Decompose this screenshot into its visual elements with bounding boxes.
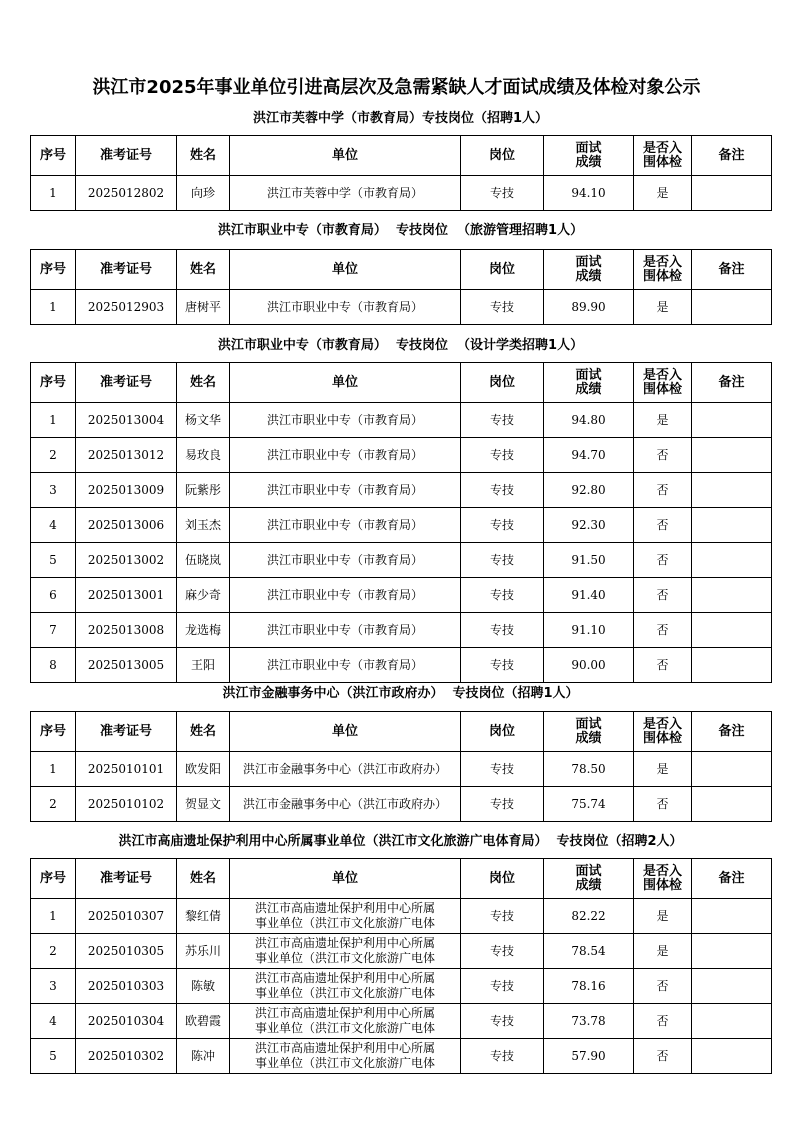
cell-exam-no: 2025013004 bbox=[76, 403, 177, 438]
header-score-line1: 面试 bbox=[575, 367, 602, 383]
cell-seq: 3 bbox=[31, 969, 76, 1004]
cell-score: 91.50 bbox=[544, 543, 634, 578]
cell-name: 黎红倩 bbox=[177, 899, 230, 934]
cell-exam-no: 2025013012 bbox=[76, 438, 177, 473]
cell-name: 王阳 bbox=[177, 648, 230, 683]
header-selected-line2: 围体检 bbox=[642, 154, 682, 170]
cell-name: 苏乐川 bbox=[177, 934, 230, 969]
cell-score: 92.80 bbox=[544, 473, 634, 508]
header-selected-line1: 是否入 bbox=[642, 367, 682, 383]
cell-score: 78.54 bbox=[544, 934, 634, 969]
cell-score: 78.50 bbox=[544, 752, 634, 787]
header-name: 姓名 bbox=[177, 712, 230, 752]
table-row bbox=[31, 473, 772, 508]
cell-score: 75.74 bbox=[544, 787, 634, 822]
header-post: 岗位 bbox=[461, 363, 544, 403]
cell-seq: 5 bbox=[31, 1039, 76, 1074]
table-row bbox=[31, 290, 772, 325]
cell-unit-line1: 洪江市高庙遗址保护利用中心所属 bbox=[254, 971, 435, 985]
cell-score: 57.90 bbox=[544, 1039, 634, 1074]
cell-seq: 3 bbox=[31, 473, 76, 508]
cell-post: 专技 bbox=[461, 648, 544, 683]
header-selected bbox=[634, 136, 692, 176]
cell-unit: 洪江市职业中专（市教育局） bbox=[230, 403, 461, 438]
cell-selected: 是 bbox=[634, 899, 692, 934]
cell-name: 麻少奇 bbox=[177, 578, 230, 613]
cell-name: 欧碧霞 bbox=[177, 1004, 230, 1039]
table-row bbox=[31, 1039, 772, 1074]
cell-name: 易玫良 bbox=[177, 438, 230, 473]
header-score bbox=[544, 363, 634, 403]
header-remark: 备注 bbox=[692, 712, 772, 752]
table-header-row bbox=[31, 363, 772, 403]
cell-seq: 1 bbox=[31, 176, 76, 211]
cell-remark bbox=[692, 969, 772, 1004]
header-selected-line2: 围体检 bbox=[642, 268, 682, 284]
table-header-row bbox=[31, 250, 772, 290]
cell-selected: 是 bbox=[634, 290, 692, 325]
cell-post: 专技 bbox=[461, 934, 544, 969]
cell-unit-line1: 洪江市高庙遗址保护利用中心所属 bbox=[254, 1006, 435, 1020]
cell-selected: 否 bbox=[634, 438, 692, 473]
cell-name: 向珍 bbox=[177, 176, 230, 211]
table-row bbox=[31, 787, 772, 822]
cell-selected: 是 bbox=[634, 176, 692, 211]
results-table bbox=[30, 362, 772, 683]
cell-exam-no: 2025010303 bbox=[76, 969, 177, 1004]
cell-exam-no: 2025010304 bbox=[76, 1004, 177, 1039]
cell-score: 82.22 bbox=[544, 899, 634, 934]
cell-unit bbox=[230, 899, 461, 934]
header-name: 姓名 bbox=[177, 136, 230, 176]
header-exam-no: 准考证号 bbox=[76, 136, 177, 176]
cell-seq: 1 bbox=[31, 899, 76, 934]
header-seq: 序号 bbox=[31, 363, 76, 403]
cell-score: 90.00 bbox=[544, 648, 634, 683]
header-selected-line2: 围体检 bbox=[642, 877, 682, 893]
cell-unit-line2: 事业单位（洪江市文化旅游广电体 bbox=[254, 1056, 435, 1070]
cell-seq: 8 bbox=[31, 648, 76, 683]
table-row bbox=[31, 648, 772, 683]
cell-selected: 否 bbox=[634, 543, 692, 578]
cell-post: 专技 bbox=[461, 1039, 544, 1074]
header-remark: 备注 bbox=[692, 250, 772, 290]
cell-unit-line2: 事业单位（洪江市文化旅游广电体 bbox=[254, 986, 435, 1000]
cell-seq: 1 bbox=[31, 403, 76, 438]
cell-seq: 1 bbox=[31, 752, 76, 787]
results-table bbox=[30, 249, 772, 325]
header-score-line1: 面试 bbox=[575, 863, 602, 879]
cell-remark bbox=[692, 578, 772, 613]
cell-remark bbox=[692, 899, 772, 934]
cell-unit-line2: 事业单位（洪江市文化旅游广电体 bbox=[254, 1021, 435, 1035]
header-unit: 单位 bbox=[230, 712, 461, 752]
cell-post: 专技 bbox=[461, 969, 544, 1004]
header-score-line1: 面试 bbox=[575, 254, 602, 270]
section-title: 洪江市金融事务中心（洪江市政府办） 专技岗位（招聘1人） bbox=[222, 686, 579, 701]
cell-score: 73.78 bbox=[544, 1004, 634, 1039]
cell-exam-no: 2025012802 bbox=[76, 176, 177, 211]
cell-remark bbox=[692, 613, 772, 648]
header-exam-no: 准考证号 bbox=[76, 859, 177, 899]
cell-exam-no: 2025013009 bbox=[76, 473, 177, 508]
cell-unit: 洪江市职业中专（市教育局） bbox=[230, 578, 461, 613]
cell-unit: 洪江市金融事务中心（洪江市政府办） bbox=[230, 752, 461, 787]
cell-selected: 否 bbox=[634, 578, 692, 613]
cell-post: 专技 bbox=[461, 508, 544, 543]
cell-exam-no: 2025010302 bbox=[76, 1039, 177, 1074]
cell-post: 专技 bbox=[461, 752, 544, 787]
cell-name: 贺显文 bbox=[177, 787, 230, 822]
header-score-line2: 成绩 bbox=[575, 730, 602, 746]
header-selected bbox=[634, 859, 692, 899]
cell-exam-no: 2025012903 bbox=[76, 290, 177, 325]
table-row bbox=[31, 613, 772, 648]
cell-unit: 洪江市职业中专（市教育局） bbox=[230, 290, 461, 325]
header-score bbox=[544, 712, 634, 752]
header-selected bbox=[634, 363, 692, 403]
header-score bbox=[544, 136, 634, 176]
header-selected bbox=[634, 250, 692, 290]
header-unit: 单位 bbox=[230, 363, 461, 403]
header-selected bbox=[634, 712, 692, 752]
cell-score: 94.10 bbox=[544, 176, 634, 211]
cell-remark bbox=[692, 787, 772, 822]
cell-seq: 2 bbox=[31, 438, 76, 473]
header-selected-line1: 是否入 bbox=[642, 716, 682, 732]
table-row bbox=[31, 969, 772, 1004]
cell-selected: 否 bbox=[634, 613, 692, 648]
cell-score: 89.90 bbox=[544, 290, 634, 325]
cell-unit bbox=[230, 1004, 461, 1039]
cell-unit-line1: 洪江市高庙遗址保护利用中心所属 bbox=[254, 1041, 435, 1055]
table-row bbox=[31, 1004, 772, 1039]
cell-exam-no: 2025010102 bbox=[76, 787, 177, 822]
table-header-row bbox=[31, 712, 772, 752]
header-post: 岗位 bbox=[461, 859, 544, 899]
cell-remark bbox=[692, 1039, 772, 1074]
cell-post: 专技 bbox=[461, 787, 544, 822]
cell-exam-no: 2025013001 bbox=[76, 578, 177, 613]
cell-remark bbox=[692, 752, 772, 787]
results-table bbox=[30, 135, 772, 211]
header-remark: 备注 bbox=[692, 363, 772, 403]
header-score-line2: 成绩 bbox=[575, 877, 602, 893]
section-title: 洪江市芙蓉中学（市教育局）专技岗位（招聘1人） bbox=[252, 111, 549, 126]
cell-unit: 洪江市芙蓉中学（市教育局） bbox=[230, 176, 461, 211]
cell-selected: 否 bbox=[634, 969, 692, 1004]
cell-name: 唐树平 bbox=[177, 290, 230, 325]
cell-unit-line1: 洪江市高庙遗址保护利用中心所属 bbox=[254, 901, 435, 915]
section-title: 洪江市职业中专（市教育局） 专技岗位 （设计学类招聘1人） bbox=[217, 338, 584, 353]
header-name: 姓名 bbox=[177, 859, 230, 899]
cell-name: 龙选梅 bbox=[177, 613, 230, 648]
cell-exam-no: 2025013008 bbox=[76, 613, 177, 648]
header-exam-no: 准考证号 bbox=[76, 363, 177, 403]
header-score-line2: 成绩 bbox=[575, 154, 602, 170]
cell-post: 专技 bbox=[461, 578, 544, 613]
header-score-line1: 面试 bbox=[575, 140, 602, 156]
header-score bbox=[544, 859, 634, 899]
header-unit: 单位 bbox=[230, 859, 461, 899]
cell-post: 专技 bbox=[461, 899, 544, 934]
cell-selected: 否 bbox=[634, 648, 692, 683]
results-table bbox=[30, 858, 772, 1074]
cell-exam-no: 2025010307 bbox=[76, 899, 177, 934]
cell-exam-no: 2025010305 bbox=[76, 934, 177, 969]
section-title: 洪江市高庙遗址保护利用中心所属事业单位（洪江市文化旅游广电体育局） 专技岗位（招聘2人） bbox=[118, 834, 683, 849]
cell-seq: 7 bbox=[31, 613, 76, 648]
cell-unit: 洪江市职业中专（市教育局） bbox=[230, 473, 461, 508]
table-row bbox=[31, 543, 772, 578]
header-remark: 备注 bbox=[692, 136, 772, 176]
cell-seq: 2 bbox=[31, 934, 76, 969]
table-row bbox=[31, 508, 772, 543]
cell-exam-no: 2025013005 bbox=[76, 648, 177, 683]
cell-unit: 洪江市职业中专（市教育局） bbox=[230, 508, 461, 543]
cell-selected: 否 bbox=[634, 508, 692, 543]
cell-unit: 洪江市职业中专（市教育局） bbox=[230, 438, 461, 473]
cell-name: 陈冲 bbox=[177, 1039, 230, 1074]
table-row bbox=[31, 438, 772, 473]
cell-name: 欧发阳 bbox=[177, 752, 230, 787]
cell-exam-no: 2025013002 bbox=[76, 543, 177, 578]
cell-unit: 洪江市金融事务中心（洪江市政府办） bbox=[230, 787, 461, 822]
cell-unit: 洪江市职业中专（市教育局） bbox=[230, 613, 461, 648]
header-name: 姓名 bbox=[177, 363, 230, 403]
table-row bbox=[31, 176, 772, 211]
header-seq: 序号 bbox=[31, 712, 76, 752]
cell-remark bbox=[692, 508, 772, 543]
header-exam-no: 准考证号 bbox=[76, 250, 177, 290]
table-row bbox=[31, 403, 772, 438]
header-selected-line1: 是否入 bbox=[642, 254, 682, 270]
cell-remark bbox=[692, 934, 772, 969]
cell-exam-no: 2025010101 bbox=[76, 752, 177, 787]
cell-seq: 4 bbox=[31, 1004, 76, 1039]
cell-unit: 洪江市职业中专（市教育局） bbox=[230, 543, 461, 578]
cell-seq: 5 bbox=[31, 543, 76, 578]
cell-post: 专技 bbox=[461, 543, 544, 578]
cell-selected: 是 bbox=[634, 403, 692, 438]
cell-post: 专技 bbox=[461, 438, 544, 473]
cell-selected: 否 bbox=[634, 787, 692, 822]
cell-post: 专技 bbox=[461, 176, 544, 211]
table-row bbox=[31, 899, 772, 934]
header-score-line1: 面试 bbox=[575, 716, 602, 732]
table-row bbox=[31, 934, 772, 969]
cell-unit bbox=[230, 969, 461, 1004]
table-header-row bbox=[31, 859, 772, 899]
cell-remark bbox=[692, 1004, 772, 1039]
header-selected-line2: 围体检 bbox=[642, 381, 682, 397]
cell-selected: 是 bbox=[634, 934, 692, 969]
cell-remark bbox=[692, 473, 772, 508]
header-name: 姓名 bbox=[177, 250, 230, 290]
header-unit: 单位 bbox=[230, 136, 461, 176]
cell-seq: 4 bbox=[31, 508, 76, 543]
header-seq: 序号 bbox=[31, 136, 76, 176]
cell-post: 专技 bbox=[461, 1004, 544, 1039]
header-unit: 单位 bbox=[230, 250, 461, 290]
cell-selected: 否 bbox=[634, 473, 692, 508]
header-score bbox=[544, 250, 634, 290]
results-table bbox=[30, 711, 772, 822]
header-post: 岗位 bbox=[461, 250, 544, 290]
table-row bbox=[31, 578, 772, 613]
header-post: 岗位 bbox=[461, 712, 544, 752]
cell-name: 阮紫彤 bbox=[177, 473, 230, 508]
cell-name: 杨文华 bbox=[177, 403, 230, 438]
cell-unit bbox=[230, 1039, 461, 1074]
cell-remark bbox=[692, 543, 772, 578]
cell-selected: 否 bbox=[634, 1004, 692, 1039]
cell-remark bbox=[692, 648, 772, 683]
cell-score: 91.40 bbox=[544, 578, 634, 613]
cell-post: 专技 bbox=[461, 473, 544, 508]
page-title: 洪江市2025年事业单位引进高层次及急需紧缺人才面试成绩及体检对象公示 bbox=[92, 77, 701, 98]
cell-name: 伍晓岚 bbox=[177, 543, 230, 578]
table-row bbox=[31, 752, 772, 787]
cell-seq: 1 bbox=[31, 290, 76, 325]
cell-remark bbox=[692, 438, 772, 473]
cell-exam-no: 2025013006 bbox=[76, 508, 177, 543]
cell-seq: 2 bbox=[31, 787, 76, 822]
cell-remark bbox=[692, 403, 772, 438]
header-post: 岗位 bbox=[461, 136, 544, 176]
cell-score: 92.30 bbox=[544, 508, 634, 543]
table-header-row bbox=[31, 136, 772, 176]
cell-score: 78.16 bbox=[544, 969, 634, 1004]
cell-unit-line1: 洪江市高庙遗址保护利用中心所属 bbox=[254, 936, 435, 950]
header-selected-line1: 是否入 bbox=[642, 863, 682, 879]
cell-score: 91.10 bbox=[544, 613, 634, 648]
cell-post: 专技 bbox=[461, 290, 544, 325]
cell-unit: 洪江市职业中专（市教育局） bbox=[230, 648, 461, 683]
cell-unit bbox=[230, 934, 461, 969]
header-exam-no: 准考证号 bbox=[76, 712, 177, 752]
section-title: 洪江市职业中专（市教育局） 专技岗位 （旅游管理招聘1人） bbox=[217, 223, 584, 238]
cell-name: 刘玉杰 bbox=[177, 508, 230, 543]
cell-selected: 否 bbox=[634, 1039, 692, 1074]
cell-post: 专技 bbox=[461, 403, 544, 438]
header-selected-line2: 围体检 bbox=[642, 730, 682, 746]
header-seq: 序号 bbox=[31, 250, 76, 290]
header-seq: 序号 bbox=[31, 859, 76, 899]
cell-score: 94.70 bbox=[544, 438, 634, 473]
cell-unit-line2: 事业单位（洪江市文化旅游广电体 bbox=[254, 951, 435, 965]
cell-remark bbox=[692, 176, 772, 211]
header-score-line2: 成绩 bbox=[575, 381, 602, 397]
cell-name: 陈敏 bbox=[177, 969, 230, 1004]
header-selected-line1: 是否入 bbox=[642, 140, 682, 156]
cell-selected: 是 bbox=[634, 752, 692, 787]
cell-remark bbox=[692, 290, 772, 325]
header-remark: 备注 bbox=[692, 859, 772, 899]
header-score-line2: 成绩 bbox=[575, 268, 602, 284]
cell-post: 专技 bbox=[461, 613, 544, 648]
cell-score: 94.80 bbox=[544, 403, 634, 438]
cell-seq: 6 bbox=[31, 578, 76, 613]
cell-unit-line2: 事业单位（洪江市文化旅游广电体 bbox=[254, 916, 435, 930]
